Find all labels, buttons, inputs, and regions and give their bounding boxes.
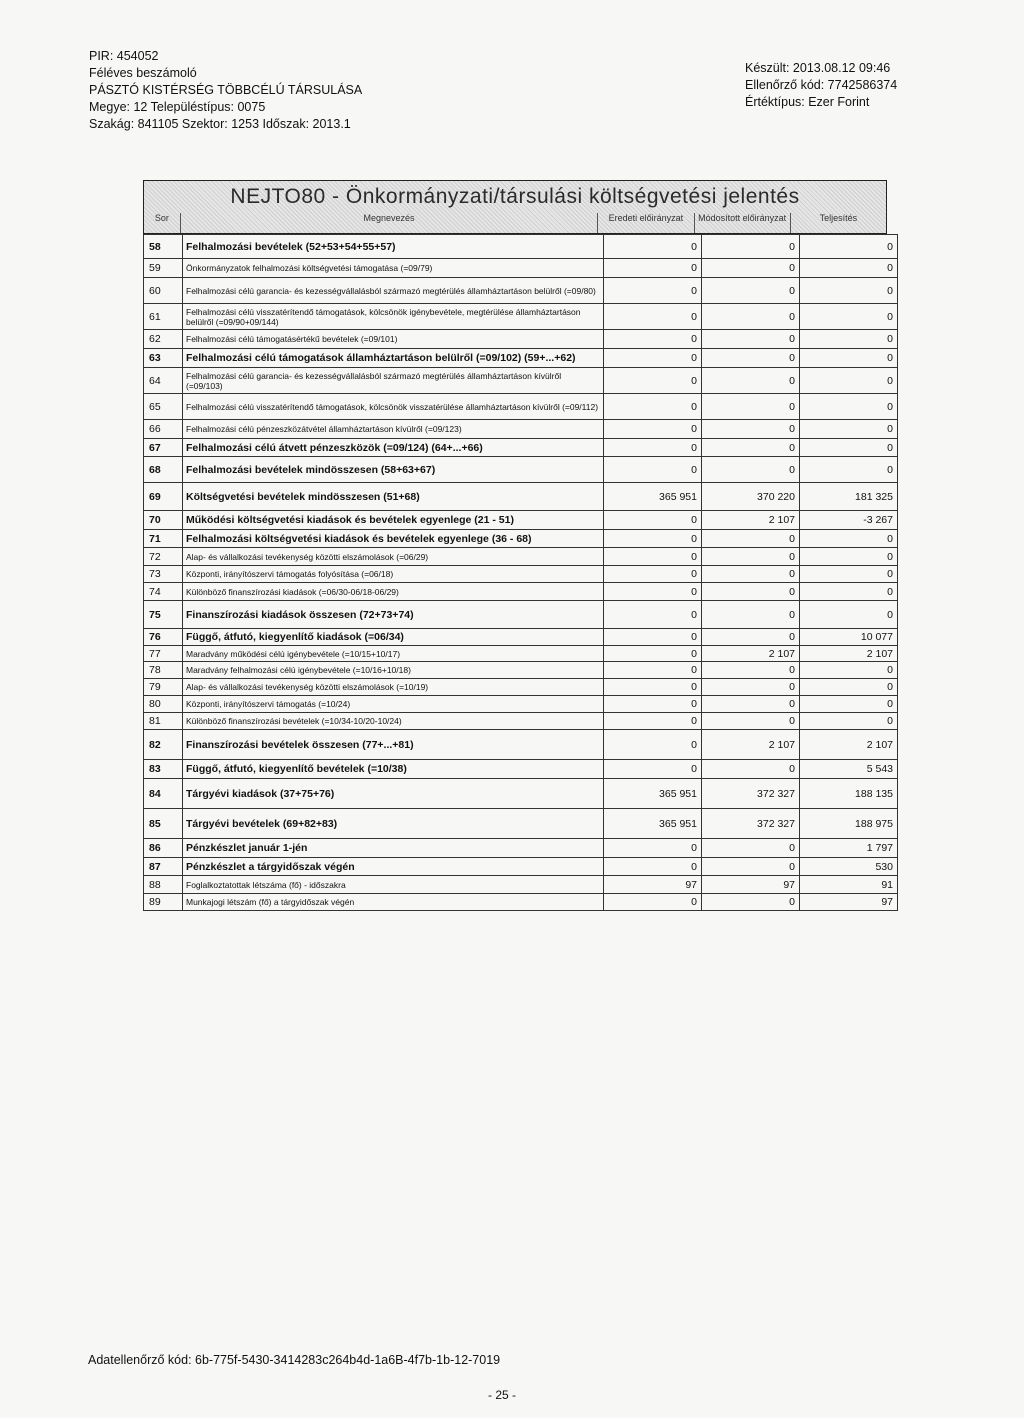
actual-cell: 0 bbox=[800, 235, 898, 259]
row-name-cell: Függő, átfutó, kiegyenlítő kiadások (=06/34) bbox=[183, 629, 604, 646]
row-number-cell: 89 bbox=[144, 894, 183, 911]
modified-estimate-cell: 372 327 bbox=[702, 809, 800, 839]
column-header-row-no: Sor bbox=[144, 213, 181, 233]
row-name-cell: Alap- és vállalkozási tevékenység közötti elszámolások (=10/19) bbox=[183, 679, 604, 696]
modified-estimate-cell: 0 bbox=[702, 349, 800, 368]
row-name-cell: Felhalmozási célú visszatérítendő támogatások, kölcsönök igénybevétele, megtérülése államháztartáson belülről (=09/90+09/144) bbox=[183, 304, 604, 330]
header-left bbox=[89, 48, 362, 133]
table-row bbox=[144, 839, 898, 858]
row-number-cell: 71 bbox=[144, 530, 183, 548]
modified-estimate-cell: 0 bbox=[702, 530, 800, 548]
row-number-cell: 80 bbox=[144, 696, 183, 713]
report-type: Féléves beszámoló bbox=[89, 66, 197, 80]
row-number-cell: 68 bbox=[144, 457, 183, 483]
header-right bbox=[745, 60, 897, 111]
table-row bbox=[144, 894, 898, 911]
row-name-cell: Felhalmozási célú garancia- és kezességvállalásból származó megtérülés államháztartáson belülről (=09/80) bbox=[183, 278, 604, 304]
data-table bbox=[143, 234, 898, 911]
table-row bbox=[144, 511, 898, 530]
table-row bbox=[144, 730, 898, 760]
table-row bbox=[144, 662, 898, 679]
actual-cell: 2 107 bbox=[800, 646, 898, 662]
row-name-cell: Tárgyévi kiadások (37+75+76) bbox=[183, 779, 604, 809]
row-name-cell: Önkormányzatok felhalmozási költségvetési támogatása (=09/79) bbox=[183, 259, 604, 278]
actual-cell: 0 bbox=[800, 368, 898, 394]
actual-cell: 2 107 bbox=[800, 730, 898, 760]
column-headers bbox=[144, 213, 886, 233]
actual-cell: 0 bbox=[800, 304, 898, 330]
validation-code: Adatellenőrző kód: 6b-775f-5430-3414283c264b4d-1a6B-4f7b-1b-12-7019 bbox=[88, 1353, 501, 1367]
row-number-cell: 60 bbox=[144, 278, 183, 304]
original-estimate-cell: 0 bbox=[604, 601, 702, 629]
table-row bbox=[144, 394, 898, 420]
table-row bbox=[144, 760, 898, 779]
actual-cell: 0 bbox=[800, 259, 898, 278]
table-row bbox=[144, 713, 898, 730]
original-estimate-cell: 0 bbox=[604, 662, 702, 679]
row-name-cell: Finanszírozási bevételek összesen (77+...+81) bbox=[183, 730, 604, 760]
row-name-cell: Foglalkoztatottak létszáma (fő) - időszakra bbox=[183, 876, 604, 894]
row-name-cell: Maradvány működési célú igénybevétele (=10/15+10/17) bbox=[183, 646, 604, 662]
actual-cell: 0 bbox=[800, 679, 898, 696]
table-row bbox=[144, 235, 898, 259]
row-number-cell: 63 bbox=[144, 349, 183, 368]
modified-estimate-cell: 0 bbox=[702, 278, 800, 304]
page-number: - 25 - bbox=[488, 1388, 517, 1402]
row-number-cell: 88 bbox=[144, 876, 183, 894]
original-estimate-cell: 0 bbox=[604, 235, 702, 259]
table-row bbox=[144, 420, 898, 439]
column-header-name: Megnevezés bbox=[181, 213, 599, 233]
actual-cell: 0 bbox=[800, 439, 898, 457]
actual-cell: 97 bbox=[800, 894, 898, 911]
modified-estimate-cell: 97 bbox=[702, 876, 800, 894]
table-body bbox=[144, 235, 898, 911]
row-number-cell: 72 bbox=[144, 548, 183, 566]
actual-cell: 0 bbox=[800, 583, 898, 601]
row-number-cell: 82 bbox=[144, 730, 183, 760]
report-banner bbox=[143, 180, 887, 234]
modified-estimate-cell: 0 bbox=[702, 368, 800, 394]
row-name-cell: Pénzkészlet január 1-jén bbox=[183, 839, 604, 858]
modified-estimate-cell: 0 bbox=[702, 601, 800, 629]
actual-cell: 188 135 bbox=[800, 779, 898, 809]
column-header-original: Eredeti előirányzat bbox=[598, 213, 694, 233]
row-name-cell: Maradvány felhalmozási célú igénybevétele (=10/16+10/18) bbox=[183, 662, 604, 679]
table-row bbox=[144, 278, 898, 304]
actual-cell: 0 bbox=[800, 548, 898, 566]
table-row bbox=[144, 583, 898, 601]
original-estimate-cell: 0 bbox=[604, 368, 702, 394]
row-number-cell: 59 bbox=[144, 259, 183, 278]
original-estimate-cell: 0 bbox=[604, 566, 702, 583]
table-row bbox=[144, 629, 898, 646]
report-table bbox=[143, 180, 893, 911]
modified-estimate-cell: 0 bbox=[702, 439, 800, 457]
original-estimate-cell: 0 bbox=[604, 839, 702, 858]
actual-cell: 0 bbox=[800, 278, 898, 304]
row-name-cell: Különböző finanszírozási kiadások (=06/30-06/18-06/29) bbox=[183, 583, 604, 601]
check-code: Ellenőrző kód: 7742586374 bbox=[745, 78, 898, 92]
row-number-cell: 73 bbox=[144, 566, 183, 583]
row-number-cell: 70 bbox=[144, 511, 183, 530]
original-estimate-cell: 0 bbox=[604, 511, 702, 530]
original-estimate-cell: 0 bbox=[604, 259, 702, 278]
table-row bbox=[144, 876, 898, 894]
county-line: Megye: 12 Településtípus: 0075 bbox=[89, 100, 266, 114]
original-estimate-cell: 97 bbox=[604, 876, 702, 894]
table-row bbox=[144, 779, 898, 809]
original-estimate-cell: 0 bbox=[604, 457, 702, 483]
original-estimate-cell: 0 bbox=[604, 679, 702, 696]
table-row bbox=[144, 548, 898, 566]
actual-cell: 0 bbox=[800, 601, 898, 629]
modified-estimate-cell: 0 bbox=[702, 696, 800, 713]
row-name-cell: Központi, irányítószervi támogatás folyósítása (=06/18) bbox=[183, 566, 604, 583]
table-row bbox=[144, 259, 898, 278]
actual-cell: -3 267 bbox=[800, 511, 898, 530]
organization-name: PÁSZTÓ KISTÉRSÉG TÖBBCÉLÚ TÁRSULÁSA bbox=[89, 83, 363, 97]
row-number-cell: 78 bbox=[144, 662, 183, 679]
row-name-cell: Felhalmozási célú visszatérítendő támogatások, kölcsönök visszatérülése államháztartáson kívülről (=09/112) bbox=[183, 394, 604, 420]
row-number-cell: 87 bbox=[144, 858, 183, 876]
original-estimate-cell: 365 951 bbox=[604, 779, 702, 809]
original-estimate-cell: 0 bbox=[604, 629, 702, 646]
actual-cell: 0 bbox=[800, 349, 898, 368]
actual-cell: 0 bbox=[800, 420, 898, 439]
modified-estimate-cell: 0 bbox=[702, 662, 800, 679]
modified-estimate-cell: 0 bbox=[702, 330, 800, 349]
modified-estimate-cell: 0 bbox=[702, 566, 800, 583]
actual-cell: 10 077 bbox=[800, 629, 898, 646]
table-row bbox=[144, 646, 898, 662]
original-estimate-cell: 0 bbox=[604, 894, 702, 911]
row-number-cell: 64 bbox=[144, 368, 183, 394]
modified-estimate-cell: 0 bbox=[702, 858, 800, 876]
modified-estimate-cell: 2 107 bbox=[702, 646, 800, 662]
row-number-cell: 84 bbox=[144, 779, 183, 809]
row-number-cell: 74 bbox=[144, 583, 183, 601]
actual-cell: 1 797 bbox=[800, 839, 898, 858]
original-estimate-cell: 0 bbox=[604, 646, 702, 662]
table-row bbox=[144, 439, 898, 457]
value-type: Értéktípus: Ezer Forint bbox=[745, 95, 870, 109]
row-name-cell: Tárgyévi bevételek (69+82+83) bbox=[183, 809, 604, 839]
modified-estimate-cell: 372 327 bbox=[702, 779, 800, 809]
actual-cell: 0 bbox=[800, 394, 898, 420]
actual-cell: 181 325 bbox=[800, 483, 898, 511]
modified-estimate-cell: 0 bbox=[702, 235, 800, 259]
original-estimate-cell: 0 bbox=[604, 439, 702, 457]
row-name-cell: Különböző finanszírozási bevételek (=10/34-10/20-10/24) bbox=[183, 713, 604, 730]
table-row bbox=[144, 457, 898, 483]
row-name-cell: Felhalmozási célú pénzeszközátvétel államháztartáson kívülről (=09/123) bbox=[183, 420, 604, 439]
table-row bbox=[144, 349, 898, 368]
actual-cell: 0 bbox=[800, 330, 898, 349]
original-estimate-cell: 0 bbox=[604, 304, 702, 330]
original-estimate-cell: 365 951 bbox=[604, 483, 702, 511]
table-row bbox=[144, 530, 898, 548]
row-number-cell: 75 bbox=[144, 601, 183, 629]
row-number-cell: 67 bbox=[144, 439, 183, 457]
modified-estimate-cell: 0 bbox=[702, 259, 800, 278]
table-row bbox=[144, 483, 898, 511]
table-row bbox=[144, 304, 898, 330]
row-name-cell: Finanszírozási kiadások összesen (72+73+74) bbox=[183, 601, 604, 629]
column-header-actual: Teljesítés bbox=[819, 213, 858, 223]
row-name-cell: Alap- és vállalkozási tevékenység közötti elszámolások (=06/29) bbox=[183, 548, 604, 566]
row-name-cell: Felhalmozási bevételek (52+53+54+55+57) bbox=[183, 235, 604, 259]
modified-estimate-cell: 0 bbox=[702, 394, 800, 420]
row-number-cell: 61 bbox=[144, 304, 183, 330]
original-estimate-cell: 0 bbox=[604, 583, 702, 601]
row-number-cell: 77 bbox=[144, 646, 183, 662]
row-name-cell: Függő, átfutó, kiegyenlítő bevételek (=10/38) bbox=[183, 760, 604, 779]
original-estimate-cell: 0 bbox=[604, 760, 702, 779]
modified-estimate-cell: 2 107 bbox=[702, 511, 800, 530]
table-row bbox=[144, 809, 898, 839]
original-estimate-cell: 0 bbox=[604, 420, 702, 439]
actual-cell: 5 543 bbox=[800, 760, 898, 779]
row-name-cell: Felhalmozási költségvetési kiadások és bevételek egyenlege (36 - 68) bbox=[183, 530, 604, 548]
row-name-cell: Központi, irányítószervi támogatás (=10/24) bbox=[183, 696, 604, 713]
row-name-cell: Költségvetési bevételek mindösszesen (51+68) bbox=[183, 483, 604, 511]
original-estimate-cell: 0 bbox=[604, 548, 702, 566]
row-number-cell: 81 bbox=[144, 713, 183, 730]
row-name-cell: Felhalmozási célú garancia- és kezességvállalásból származó megtérülés államháztartáson kívülről (=09/103) bbox=[183, 368, 604, 394]
pir-line: PIR: 454052 bbox=[89, 49, 159, 63]
table-row bbox=[144, 368, 898, 394]
table-row bbox=[144, 330, 898, 349]
row-number-cell: 62 bbox=[144, 330, 183, 349]
original-estimate-cell: 0 bbox=[604, 394, 702, 420]
row-name-cell: Felhalmozási célú átvett pénzeszközök (=09/124) (64+...+66) bbox=[183, 439, 604, 457]
actual-cell: 0 bbox=[800, 696, 898, 713]
sector-line: Szakág: 841105 Szektor: 1253 Időszak: 2013.1 bbox=[89, 117, 351, 131]
actual-cell: 0 bbox=[800, 713, 898, 730]
actual-cell: 188 975 bbox=[800, 809, 898, 839]
report-title: NEJTO80 - Önkormányzati/társulási költségvetési jelentés bbox=[230, 185, 800, 208]
original-estimate-cell: 0 bbox=[604, 278, 702, 304]
table-row bbox=[144, 566, 898, 583]
modified-estimate-cell: 0 bbox=[702, 760, 800, 779]
actual-cell: 0 bbox=[800, 530, 898, 548]
column-header-modified: Módosított előirányzat bbox=[695, 213, 791, 233]
original-estimate-cell: 0 bbox=[604, 349, 702, 368]
original-estimate-cell: 0 bbox=[604, 858, 702, 876]
modified-estimate-cell: 0 bbox=[702, 548, 800, 566]
modified-estimate-cell: 0 bbox=[702, 839, 800, 858]
modified-estimate-cell: 0 bbox=[702, 583, 800, 601]
original-estimate-cell: 0 bbox=[604, 530, 702, 548]
modified-estimate-cell: 0 bbox=[702, 713, 800, 730]
row-name-cell: Felhalmozási célú támogatásértékű bevételek (=09/101) bbox=[183, 330, 604, 349]
modified-estimate-cell: 0 bbox=[702, 894, 800, 911]
actual-cell: 0 bbox=[800, 457, 898, 483]
table-row bbox=[144, 858, 898, 876]
row-number-cell: 66 bbox=[144, 420, 183, 439]
modified-estimate-cell: 0 bbox=[702, 304, 800, 330]
row-number-cell: 65 bbox=[144, 394, 183, 420]
row-number-cell: 69 bbox=[144, 483, 183, 511]
row-number-cell: 76 bbox=[144, 629, 183, 646]
row-name-cell: Pénzkészlet a tárgyidőszak végén bbox=[183, 858, 604, 876]
modified-estimate-cell: 0 bbox=[702, 420, 800, 439]
original-estimate-cell: 365 951 bbox=[604, 809, 702, 839]
table-row bbox=[144, 696, 898, 713]
original-estimate-cell: 0 bbox=[604, 713, 702, 730]
modified-estimate-cell: 2 107 bbox=[702, 730, 800, 760]
table-row bbox=[144, 679, 898, 696]
modified-estimate-cell: 0 bbox=[702, 679, 800, 696]
original-estimate-cell: 0 bbox=[604, 330, 702, 349]
actual-cell: 91 bbox=[800, 876, 898, 894]
modified-estimate-cell: 0 bbox=[702, 629, 800, 646]
actual-cell: 0 bbox=[800, 566, 898, 583]
row-number-cell: 85 bbox=[144, 809, 183, 839]
modified-estimate-cell: 370 220 bbox=[702, 483, 800, 511]
actual-cell: 530 bbox=[800, 858, 898, 876]
row-number-cell: 86 bbox=[144, 839, 183, 858]
actual-cell: 0 bbox=[800, 662, 898, 679]
created-at: Készült: 2013.08.12 09:46 bbox=[745, 61, 891, 75]
row-name-cell: Felhalmozási bevételek mindösszesen (58+63+67) bbox=[183, 457, 604, 483]
row-name-cell: Működési költségvetési kiadások és bevételek egyenlege (21 - 51) bbox=[183, 511, 604, 530]
row-name-cell: Munkajogi létszám (fő) a tárgyidőszak végén bbox=[183, 894, 604, 911]
original-estimate-cell: 0 bbox=[604, 696, 702, 713]
row-name-cell: Felhalmozási célú támogatások államháztartáson belülről (=09/102) (59+...+62) bbox=[183, 349, 604, 368]
row-number-cell: 79 bbox=[144, 679, 183, 696]
table-row bbox=[144, 601, 898, 629]
original-estimate-cell: 0 bbox=[604, 730, 702, 760]
row-number-cell: 58 bbox=[144, 235, 183, 259]
modified-estimate-cell: 0 bbox=[702, 457, 800, 483]
row-number-cell: 83 bbox=[144, 760, 183, 779]
